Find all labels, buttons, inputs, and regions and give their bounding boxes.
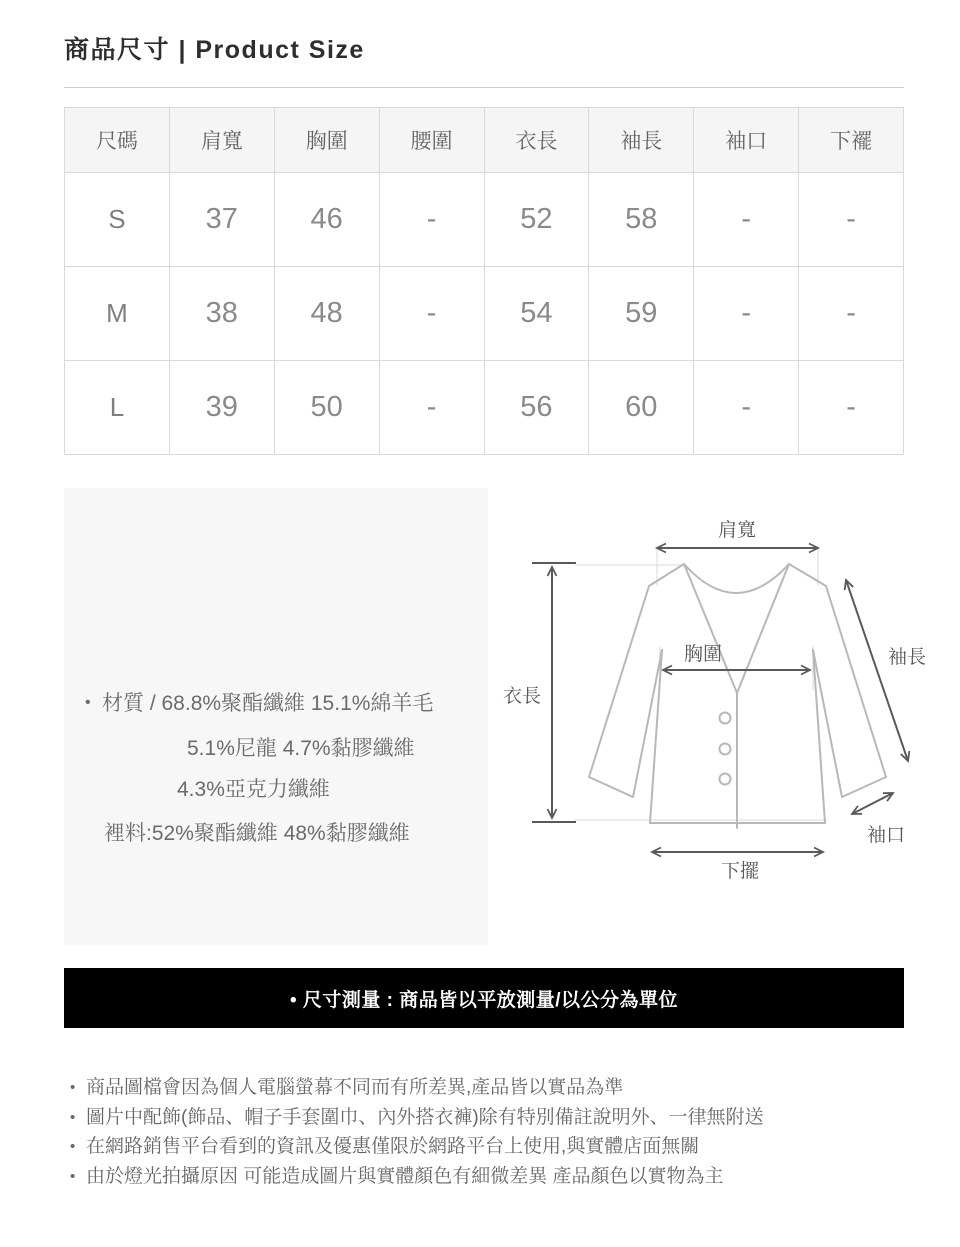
table-cell: M xyxy=(65,267,170,361)
table-row-s xyxy=(65,173,904,267)
list-bullet: • xyxy=(70,1167,76,1185)
table-cell: 52 xyxy=(484,173,589,267)
diagram-label-hem: 下擺 xyxy=(720,861,760,882)
table-cell: - xyxy=(799,173,904,267)
table-cell: 59 xyxy=(589,267,694,361)
header-cell-chest: 胸圍 xyxy=(274,108,379,173)
measurement-note-bar xyxy=(64,968,904,1028)
measurement-note-text: • 尺寸測量 : 商品皆以平放測量/以公分為單位 xyxy=(289,989,679,1011)
table-cell: - xyxy=(379,267,484,361)
table-cell: 58 xyxy=(589,173,694,267)
measurement-arrows xyxy=(532,548,908,852)
table-cell: - xyxy=(694,173,799,267)
material-panel xyxy=(64,488,488,945)
diagram-label-length: 衣長 xyxy=(502,686,542,707)
table-cell: - xyxy=(694,361,799,455)
table-cell: - xyxy=(379,361,484,455)
table-cell: 60 xyxy=(589,361,694,455)
header-cell-cuff: 袖口 xyxy=(694,108,799,173)
table-cell: 39 xyxy=(169,361,274,455)
table-cell: 50 xyxy=(274,361,379,455)
diagram-guide-lines xyxy=(575,546,827,820)
garment-measurement-diagram xyxy=(500,500,930,892)
table-row-l xyxy=(65,361,904,455)
list-item xyxy=(70,1103,930,1133)
material-line: 材質 / 68.8%聚酯纖維 15.1%綿羊毛 xyxy=(102,692,434,715)
diagram-label-cuff: 袖口 xyxy=(866,825,906,846)
table-row-m xyxy=(65,267,904,361)
material-line: 裡料:52%聚酯纖維 48%黏膠纖維 xyxy=(104,822,410,845)
diagram-label-chest: 胸圍 xyxy=(683,644,723,665)
disclaimer-list xyxy=(70,1073,930,1191)
button-top xyxy=(720,713,731,724)
list-bullet: • xyxy=(70,1079,76,1096)
disclaimer-text: 在網路銷售平台看到的資訊及優惠僅限於網路平台上使用,與實體店面無關 xyxy=(86,1136,700,1157)
list-item xyxy=(70,1073,930,1103)
table-cell: - xyxy=(799,361,904,455)
header-cell-waist: 腰圍 xyxy=(379,108,484,173)
table-cell: - xyxy=(799,267,904,361)
button-bottom xyxy=(720,774,731,785)
table-cell: 56 xyxy=(484,361,589,455)
header-cell-length: 衣長 xyxy=(484,108,589,173)
table-cell: 54 xyxy=(484,267,589,361)
cuff-arrow xyxy=(852,793,893,814)
list-bullet: • xyxy=(70,1108,76,1126)
list-item xyxy=(70,1162,930,1192)
list-item xyxy=(70,1132,930,1162)
material-bullet: • xyxy=(85,694,91,711)
table-cell: 37 xyxy=(169,173,274,267)
table-cell: S xyxy=(65,173,170,267)
header-cell-shoulder: 肩寬 xyxy=(169,108,274,173)
disclaimer-text: 由於燈光拍攝原因 可能造成圖片與實體顏色有細微差異 產品顏色以實物為主 xyxy=(86,1165,724,1187)
header-cell-sleeve: 袖長 xyxy=(589,108,694,173)
page-title: 商品尺寸 | Product Size xyxy=(64,36,365,64)
header-cell-size: 尺碼 xyxy=(65,108,170,173)
header-cell-hem: 下襬 xyxy=(799,108,904,173)
list-bullet: • xyxy=(70,1138,76,1155)
cardigan-outline xyxy=(589,564,886,828)
table-cell: L xyxy=(65,361,170,455)
button-middle xyxy=(720,744,731,755)
table-cell: - xyxy=(694,267,799,361)
table-cell: 38 xyxy=(169,267,274,361)
diagram-label-shoulder: 肩寬 xyxy=(717,520,757,541)
disclaimer-text: 商品圖檔會因為個人電腦螢幕不同而有所差異,產品皆以實品為準 xyxy=(86,1077,624,1098)
size-table-header-row xyxy=(65,108,904,173)
table-cell: 46 xyxy=(274,173,379,267)
sleeve-length-arrow xyxy=(846,580,908,761)
size-table xyxy=(64,107,904,455)
title-divider xyxy=(64,87,904,88)
material-line: 4.3%亞克力纖維 xyxy=(177,778,330,801)
table-cell: - xyxy=(379,173,484,267)
material-line: 5.1%尼龍 4.7%黏膠纖維 xyxy=(187,737,415,760)
disclaimer-text: 圖片中配飾(飾品、帽子手套圍巾、內外搭衣褲)除有特別備註說明外、一律無附送 xyxy=(86,1106,764,1128)
table-cell: 48 xyxy=(274,267,379,361)
diagram-label-sleeve: 袖長 xyxy=(887,647,927,668)
